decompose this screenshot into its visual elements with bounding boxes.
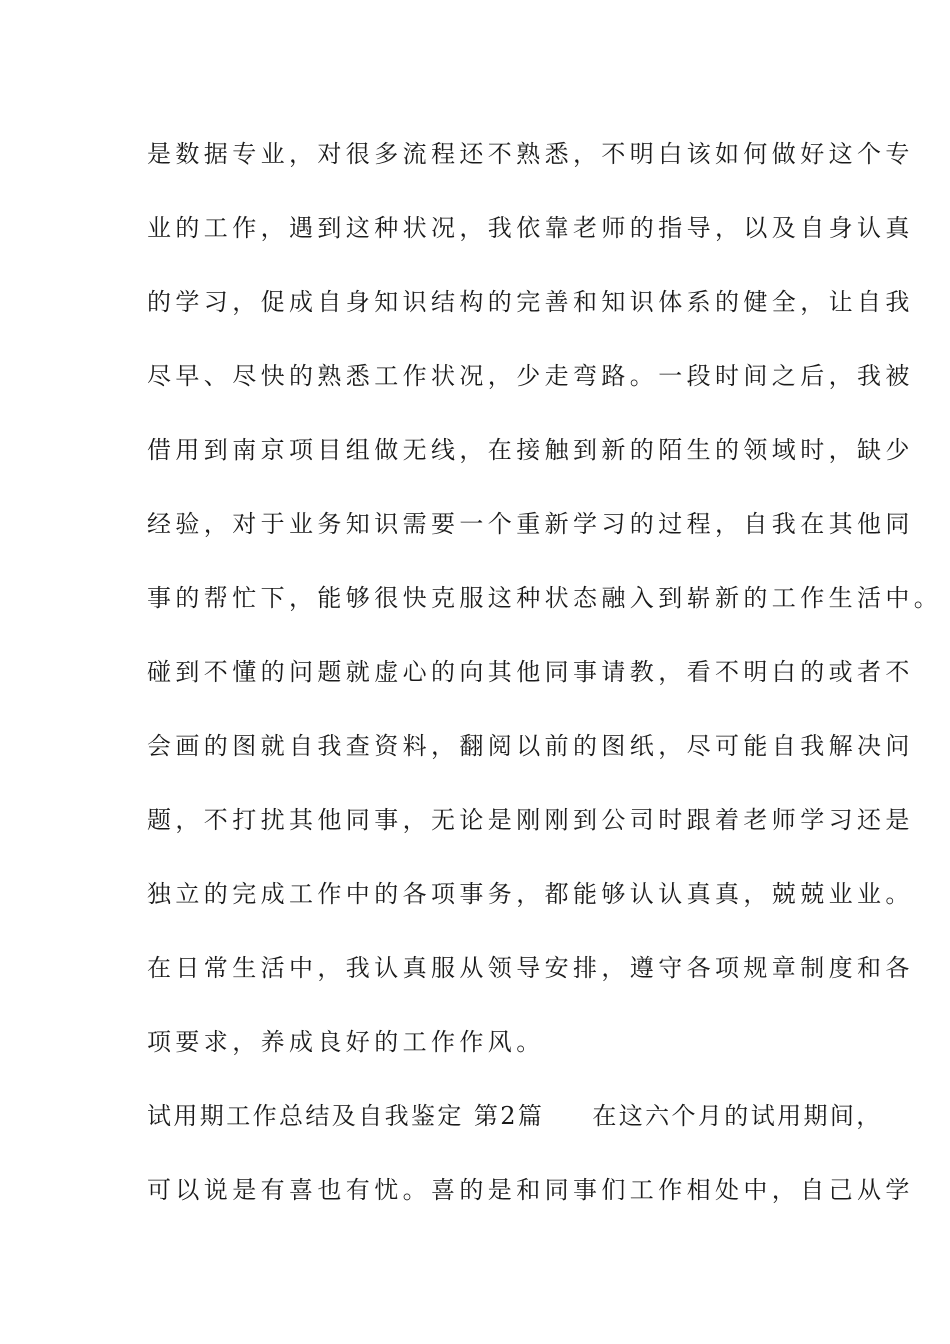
text-line: 碰到不懂的问题就虚心的向其他同事请教，看不明白的或者不: [147, 658, 914, 686]
section-heading: 试用期工作总结及自我鉴定 第2篇: [147, 1102, 545, 1130]
text-line: 业的工作，遇到这种状况，我依靠老师的指导，以及自身认真: [147, 214, 914, 242]
text-line: 项要求，养成良好的工作作风。: [147, 1028, 545, 1056]
section-start-text: 在这六个月的试用期间，: [592, 1102, 883, 1130]
text-line: 的学习，促成自身知识结构的完善和知识体系的健全，让自我: [147, 288, 914, 316]
text-line: 借用到南京项目组做无线，在接触到新的陌生的领域时，缺少: [147, 436, 914, 464]
text-line: 会画的图就自我查资料，翻阅以前的图纸，尽可能自我解决问: [147, 732, 914, 760]
text-line: 独立的完成工作中的各项事务，都能够认认真真，兢兢业业。: [147, 880, 914, 908]
body-text: [147, 132, 943, 1242]
text-line: 尽早、尽快的熟悉工作状况，少走弯路。一段时间之后，我被: [147, 362, 914, 390]
text-line: 可以说是有喜也有忧。喜的是和同事们工作相处中，自己从学: [147, 1176, 914, 1204]
text-line: 在日常生活中，我认真服从领导安排，遵守各项规章制度和各: [147, 954, 914, 982]
text-line: 是数据专业，对很多流程还不熟悉，不明白该如何做好这个专: [147, 140, 914, 168]
text-line: 题，不打扰其他同事，无论是刚刚到公司时跟着老师学习还是: [147, 806, 914, 834]
text-line: 事的帮忙下，能够很快克服这种状态融入到崭新的工作生活中。: [147, 584, 943, 612]
text-line: 经验，对于业务知识需要一个重新学习的过程，自我在其他同: [147, 510, 914, 538]
section-heading-line: [147, 1094, 883, 1168]
